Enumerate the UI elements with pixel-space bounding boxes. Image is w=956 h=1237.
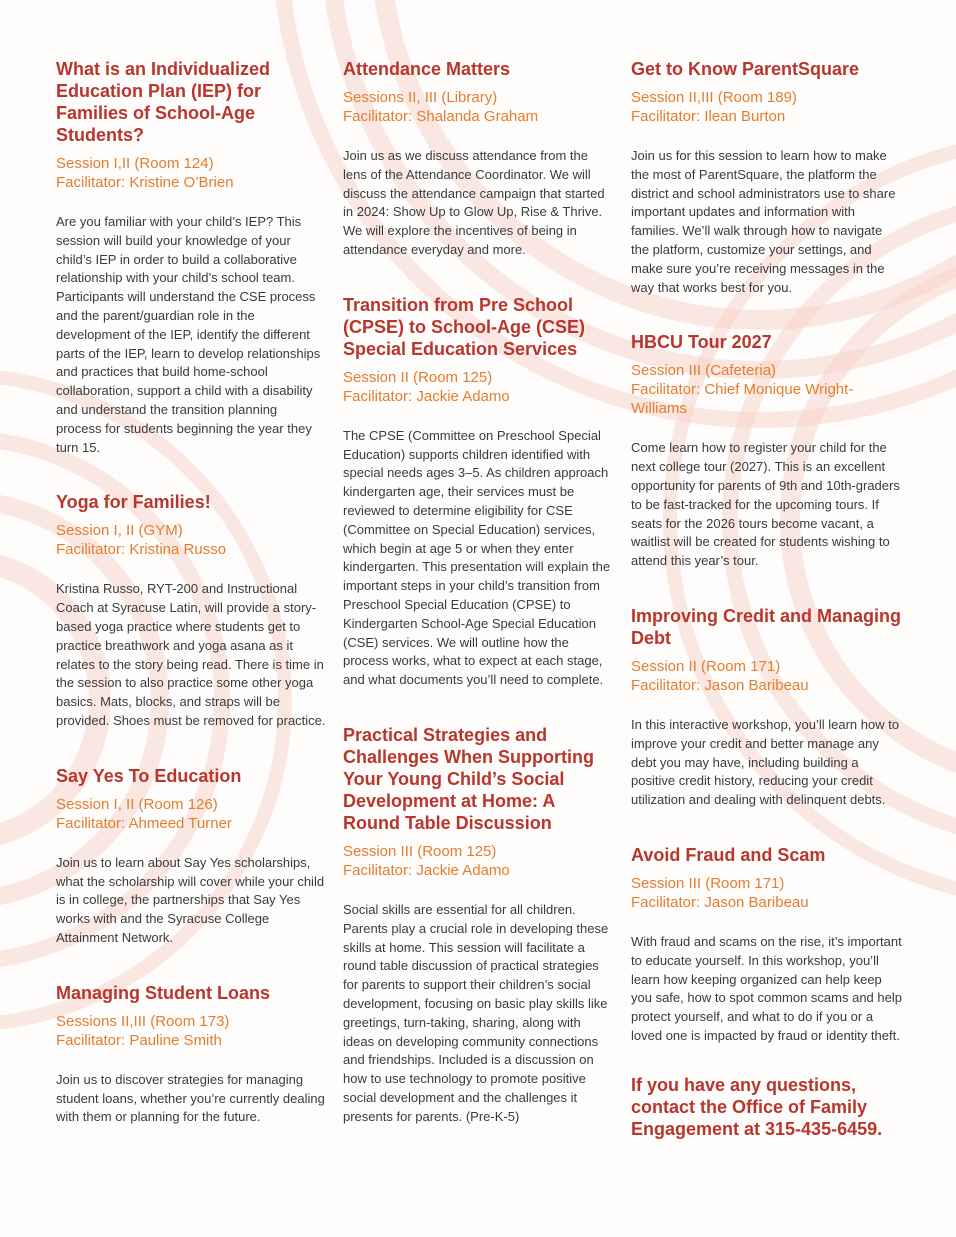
session-title: Transition from Pre School (CPSE) to School-Age (CSE) Special Education Services	[343, 294, 585, 359]
session-student-loans	[56, 982, 326, 1127]
session-facilitator: Facilitator: Jackie Adamo	[343, 387, 510, 405]
session-title: Avoid Fraud and Scam	[631, 844, 826, 865]
session-social-development	[343, 724, 615, 1127]
session-facilitator: Facilitator: Ahmeed Turner	[56, 814, 232, 832]
session-facilitator: Facilitator: Chief Monique Wright-Williams	[631, 381, 854, 418]
session-time-room: Session III (Room 125)	[343, 842, 497, 860]
session-description: Join us for this session to learn how to make the most of ParentSquare, the platform the district and school administrators use to share important updates and information with families. We’ll walk through how to navigate the platform, customize your settings, and make sure you’re receiving messages in the way that works best for you.	[631, 148, 896, 295]
session-description: Are you familiar with your child’s IEP? This session will build your knowledge of your child’s IEP in order to build a collaborative relationship with your child’s school team. Participants will understand the CSE process and the parent/guardian role in the development of the IEP, identify the different parts of the IEP, learn to develop relationships and practices that build home-school collaboration, support a child with a disability and understand the transition planning process for students beginning the year they turn 15.	[56, 214, 321, 455]
session-yoga	[56, 491, 326, 730]
session-parentsquare	[631, 58, 903, 297]
column-middle	[343, 58, 615, 1127]
session-description: Come learn how to register your child for the next college tour (2027). This is an excellent opportunity for parents of 9th and 10th-graders to be fast-tracked for the upcoming tours. If seats for the 2026 tours become vacant, a waitlist will be created for students wishing to attend this year’s tour.	[631, 440, 900, 569]
session-cpse-transition	[343, 294, 615, 690]
session-facilitator: Facilitator: Kristine O’Brien	[56, 174, 234, 191]
session-facilitator: Facilitator: Shalanda Graham	[343, 108, 539, 125]
session-title: Practical Strategies and Challenges When Supporting Your Young Child’s Social Development at Home: A Round Table Discussion	[343, 724, 594, 833]
session-description: Join us to discover strategies for managing student loans, whether you’re currently dealing with them or planning for the future.	[56, 1071, 325, 1125]
contact-note: If you have any questions, contact the Office of Family Engagement at 315-435-6459.	[631, 1074, 883, 1139]
session-facilitator: Facilitator: Jackie Adamo	[343, 861, 510, 879]
session-title: What is an Individualized Education Plan (IEP) for Families of School-Age Students?	[56, 59, 271, 145]
session-description: Join us as we discuss attendance from the lens of the Attendance Coordinator. We will discuss the attendance campaign that started in 2024: Show Up to Glow Up, Rise & Thrive. We will explore the incentives of being in attendance everyday and more.	[343, 148, 605, 257]
session-description: With fraud and scams on the rise, it’s important to educate yourself. In this workshop, you’ll learn how keeping organized can help keep you safe, how to spot common scams and help protect yourself, and what to do if you or a loved one is impacted by fraud or identity theft.	[631, 933, 902, 1043]
session-fraud-scam	[631, 844, 903, 1046]
session-title: Yoga for Families!	[56, 492, 211, 513]
session-facilitator: Facilitator: Jason Baribeau	[631, 676, 809, 694]
session-say-yes	[56, 765, 326, 948]
session-facilitator: Facilitator: Kristina Russo	[56, 541, 227, 559]
session-time-room: Session I,II (Room 124)	[56, 155, 214, 172]
session-title: Improving Credit and Managing Debt	[631, 605, 902, 648]
session-time-room: Session II (Room 125)	[343, 368, 493, 386]
session-description: Kristina Russo, RYT-200 and Instructional Coach at Syracuse Latin, will provide a story-based yoga practice where students get to practice breathwork and yoga asana as it relates to the story being read. There is time in the session to also practice some other yoga basics. Mats, blocks, and straps will be provided. Shoes must be removed for practice.	[56, 581, 326, 728]
session-time-room: Session I, II (Room 126)	[56, 795, 218, 813]
session-title: Get to Know ParentSquare	[631, 59, 860, 79]
session-title: HBCU Tour 2027	[631, 332, 772, 353]
session-attendance	[343, 58, 615, 260]
session-description: In this interactive workshop, you’ll learn how to improve your credit and better manage any debt you may have, including building a positive credit history, reducing your credit utilization and dealing with delinquent debts.	[631, 716, 900, 808]
column-left	[56, 58, 326, 1127]
session-time-room: Session III (Room 171)	[631, 874, 785, 892]
session-title: Say Yes To Education	[56, 765, 242, 786]
session-title: Managing Student Loans	[56, 982, 270, 1003]
session-time-room: Session II,III (Room 189)	[631, 89, 797, 106]
column-right	[631, 58, 903, 1140]
session-time-room: Session II (Room 171)	[631, 657, 781, 675]
session-iep	[56, 58, 326, 457]
session-hbcu-tour	[631, 331, 903, 571]
session-time-room: Session I, II (GYM)	[56, 522, 183, 540]
session-description: Join us to learn about Say Yes scholarships, what the scholarship will cover while your child is in college, the partnerships that Say Yes works with and the Syracuse College Attainment Network.	[56, 854, 325, 945]
session-time-room: Sessions II,III (Room 173)	[56, 1012, 230, 1030]
session-facilitator: Facilitator: Ilean Burton	[631, 108, 786, 125]
session-description: The CPSE (Committee on Preschool Special Education) supports children identified with special needs ages 3–5. As children approach kindergarten age, their services must be reviewed to determine eligibility for CSE (Committee on Special Education) services, which begin at age 5 or when they enter kindergarten. This presentation will explain the important steps in your child’s transition from Preschool Special Education (CPSE) to Kindergarten School-Age Special Education (CSE) services. We will outline how the process works, what to expect at each stage, and what documents you’ll need to complete.	[343, 427, 611, 688]
session-facilitator: Facilitator: Jason Baribeau	[631, 893, 809, 911]
session-credit-debt	[631, 605, 903, 810]
session-time-room: Session III (Cafeteria)	[631, 362, 777, 380]
session-facilitator: Facilitator: Pauline Smith	[56, 1031, 222, 1049]
session-title: Attendance Matters	[343, 59, 511, 79]
session-time-room: Sessions II, III (Library)	[343, 89, 498, 106]
session-description: Social skills are essential for all children. Parents play a crucial role in developing these skills at home. This session will facilitate a round table discussion of practical strategies for parents to support their children’s social development, focusing on basic play skills like greetings, turn-taking, sharing, along with ideas on developing community connections and friendships. Included is a discussion on how to use technology to promote positive social development and the challenges it presents for parents. (Pre-K-5)	[343, 901, 609, 1124]
